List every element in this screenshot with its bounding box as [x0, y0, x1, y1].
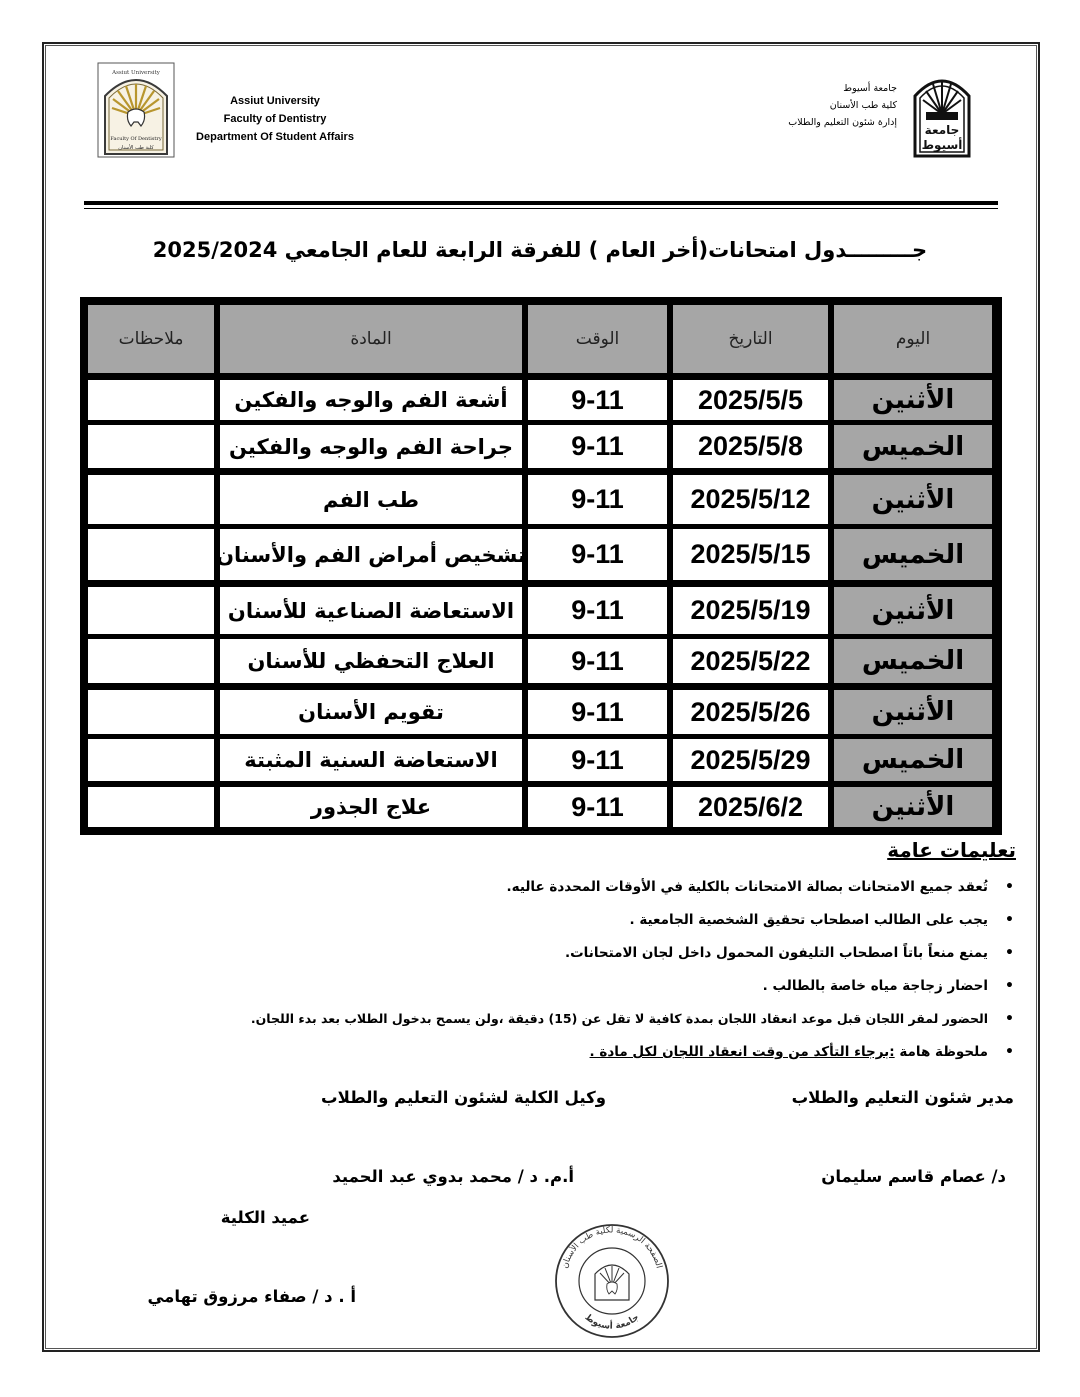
instructions-title: تعليمات عامة [887, 838, 1016, 862]
faculty-name-ar: كلية طب الأسنان [829, 100, 897, 111]
bullet: • [1005, 945, 1014, 961]
row-9-time: 9-11 [528, 787, 667, 827]
row-5-date: 2025/5/19 [673, 587, 828, 634]
header-date: التاريخ [673, 305, 828, 373]
logo-university-text: Assiut University [112, 70, 160, 76]
row-4-day: الخميس [834, 529, 992, 580]
dean-title: عميد الكلية [220, 1208, 310, 1227]
dentistry-faculty-logo [97, 62, 175, 158]
instruction-item [88, 906, 1014, 939]
important-note [88, 1038, 1014, 1071]
row-6-day: الخميس [834, 639, 992, 683]
instruction-item [88, 939, 1014, 972]
row-4-time: 9-11 [528, 529, 667, 580]
row-7-day: الأثنين [834, 690, 992, 734]
header-time: الوقت [528, 305, 667, 373]
row-3-date: 2025/5/12 [673, 475, 828, 524]
row-2-notes [88, 425, 214, 468]
note-body: :برجاء التأكد من وقت انعقاد اللجان لكل مادة . [589, 1044, 895, 1060]
row-6-time: 9-11 [528, 639, 667, 683]
vice-dean-title: وكيل الكلية لشئون التعليم والطلاب [321, 1088, 606, 1107]
header-divider-thick [84, 201, 998, 205]
row-8-time: 9-11 [528, 739, 667, 781]
bullet: • [1005, 912, 1014, 928]
seal-inner-text: جامعة أسيوط [582, 1312, 642, 1332]
row-6-date: 2025/5/22 [673, 639, 828, 683]
row-8-subject: الاستعاضة السنية المثبتة [220, 739, 522, 781]
exam-schedule-table [80, 297, 1002, 835]
row-9-notes [88, 787, 214, 827]
header-day: اليوم [834, 305, 992, 373]
official-seal-stamp [553, 1222, 671, 1340]
row-7-date: 2025/5/26 [673, 690, 828, 734]
university-name-ar: جامعة أسيوط [843, 83, 897, 94]
logo-faculty-ar-text: كلية طب الأسنان [118, 145, 154, 151]
bullet: • [1005, 978, 1014, 994]
row-4-subject: تشخيص أمراض الفم والأسنان [220, 529, 522, 580]
university-name: Assiut University [230, 95, 320, 107]
bullet: • [1005, 879, 1014, 895]
logo-faculty-text: Faculty Of Dentistry [110, 136, 162, 142]
instruction-item [88, 972, 1014, 1005]
instruction-text: تُعقد جميع الامتحانات بصالة الامتحانات بالكلية في الأوقات المحددة عاليه. [506, 879, 988, 895]
logo-ar-word-2: أسيوط [921, 138, 963, 152]
department-name: Department Of Student Affairs [196, 131, 354, 143]
department-name-ar: إدارة شئون التعليم والطلاب [788, 117, 897, 128]
row-2-date: 2025/5/8 [673, 425, 828, 468]
instructions-list [88, 873, 1014, 1071]
row-8-notes [88, 739, 214, 781]
director-title: مدير شئون التعليم والطلاب [791, 1088, 1014, 1107]
note-label: ملحوظة هامة [899, 1044, 988, 1060]
row-5-day: الأثنين [834, 587, 992, 634]
row-9-subject: علاج الجذور [220, 787, 522, 827]
row-4-notes [88, 529, 214, 580]
logo-ar-word-1: جامعة [924, 123, 960, 137]
row-7-subject: تقويم الأسنان [220, 690, 522, 734]
dean-name: أ . د / صفاء مرزوق تهامي [147, 1287, 356, 1306]
row-3-day: الأثنين [834, 475, 992, 524]
row-2-time: 9-11 [528, 425, 667, 468]
header-subject: المادة [220, 305, 522, 373]
row-9-day: الأثنين [834, 787, 992, 827]
arabic-header [742, 80, 897, 131]
row-7-time: 9-11 [528, 690, 667, 734]
row-8-day: الخميس [834, 739, 992, 781]
header-notes: ملاحظات [88, 305, 214, 373]
row-6-subject: العلاج التحفظي للأسنان [220, 639, 522, 683]
row-3-subject: طب الفم [220, 475, 522, 524]
row-4-date: 2025/5/15 [673, 529, 828, 580]
bullet: • [1005, 1044, 1014, 1060]
row-7-notes [88, 690, 214, 734]
row-6-notes [88, 639, 214, 683]
seal-outer-text: الصفحة الرسمية لكلية طب الأسنان [560, 1225, 664, 1270]
header-divider-thin [84, 208, 998, 209]
row-2-day: الخميس [834, 425, 992, 468]
instruction-text: الحضور لمقر اللجان قبل موعد انعقاد اللجان بمدة كافية لا تقل عن (15) دقيقة ،ولن يسمح بدخول الطلاب بعد بدء اللجان. [250, 1011, 988, 1026]
row-1-notes [88, 380, 214, 420]
faculty-name: Faculty of Dentistry [223, 113, 327, 125]
row-1-day: الأثنين [834, 380, 992, 420]
instruction-text: يمنع منعاً باتاً اصطحاب التليفون المحمول داخل لجان الامتحانات. [564, 945, 988, 961]
instruction-item [88, 873, 1014, 906]
row-1-time: 9-11 [528, 380, 667, 420]
row-1-date: 2025/5/5 [673, 380, 828, 420]
row-9-date: 2025/6/2 [673, 787, 828, 827]
page-title: جـــــــــدول امتحانات(أخر العام ) للفرقة الرابعة للعام الجامعي 2025/2024 [152, 238, 928, 262]
vice-dean-name: أ.م. د / محمد بدوي عبد الحميد [332, 1167, 574, 1186]
english-header [190, 92, 360, 146]
instruction-text: احضار زجاجة مياه خاصة بالطالب . [762, 978, 988, 994]
row-8-date: 2025/5/29 [673, 739, 828, 781]
assiut-university-logo [912, 66, 972, 159]
instruction-text: يجب على الطالب اصطحاب تحقيق الشخصية الجامعية . [629, 912, 988, 928]
bullet: • [1005, 1011, 1014, 1027]
row-3-notes [88, 475, 214, 524]
row-3-time: 9-11 [528, 475, 667, 524]
instruction-item [88, 1005, 1014, 1038]
row-5-subject: الاستعاضة الصناعية للأسنان [220, 587, 522, 634]
row-2-subject: جراحة الفم والوجه والفكين [220, 425, 522, 468]
director-name: د/ عصام قاسم سليمان [821, 1167, 1006, 1186]
row-1-subject: أشعة الفم والوجه والفكين [220, 380, 522, 420]
row-5-notes [88, 587, 214, 634]
row-5-time: 9-11 [528, 587, 667, 634]
